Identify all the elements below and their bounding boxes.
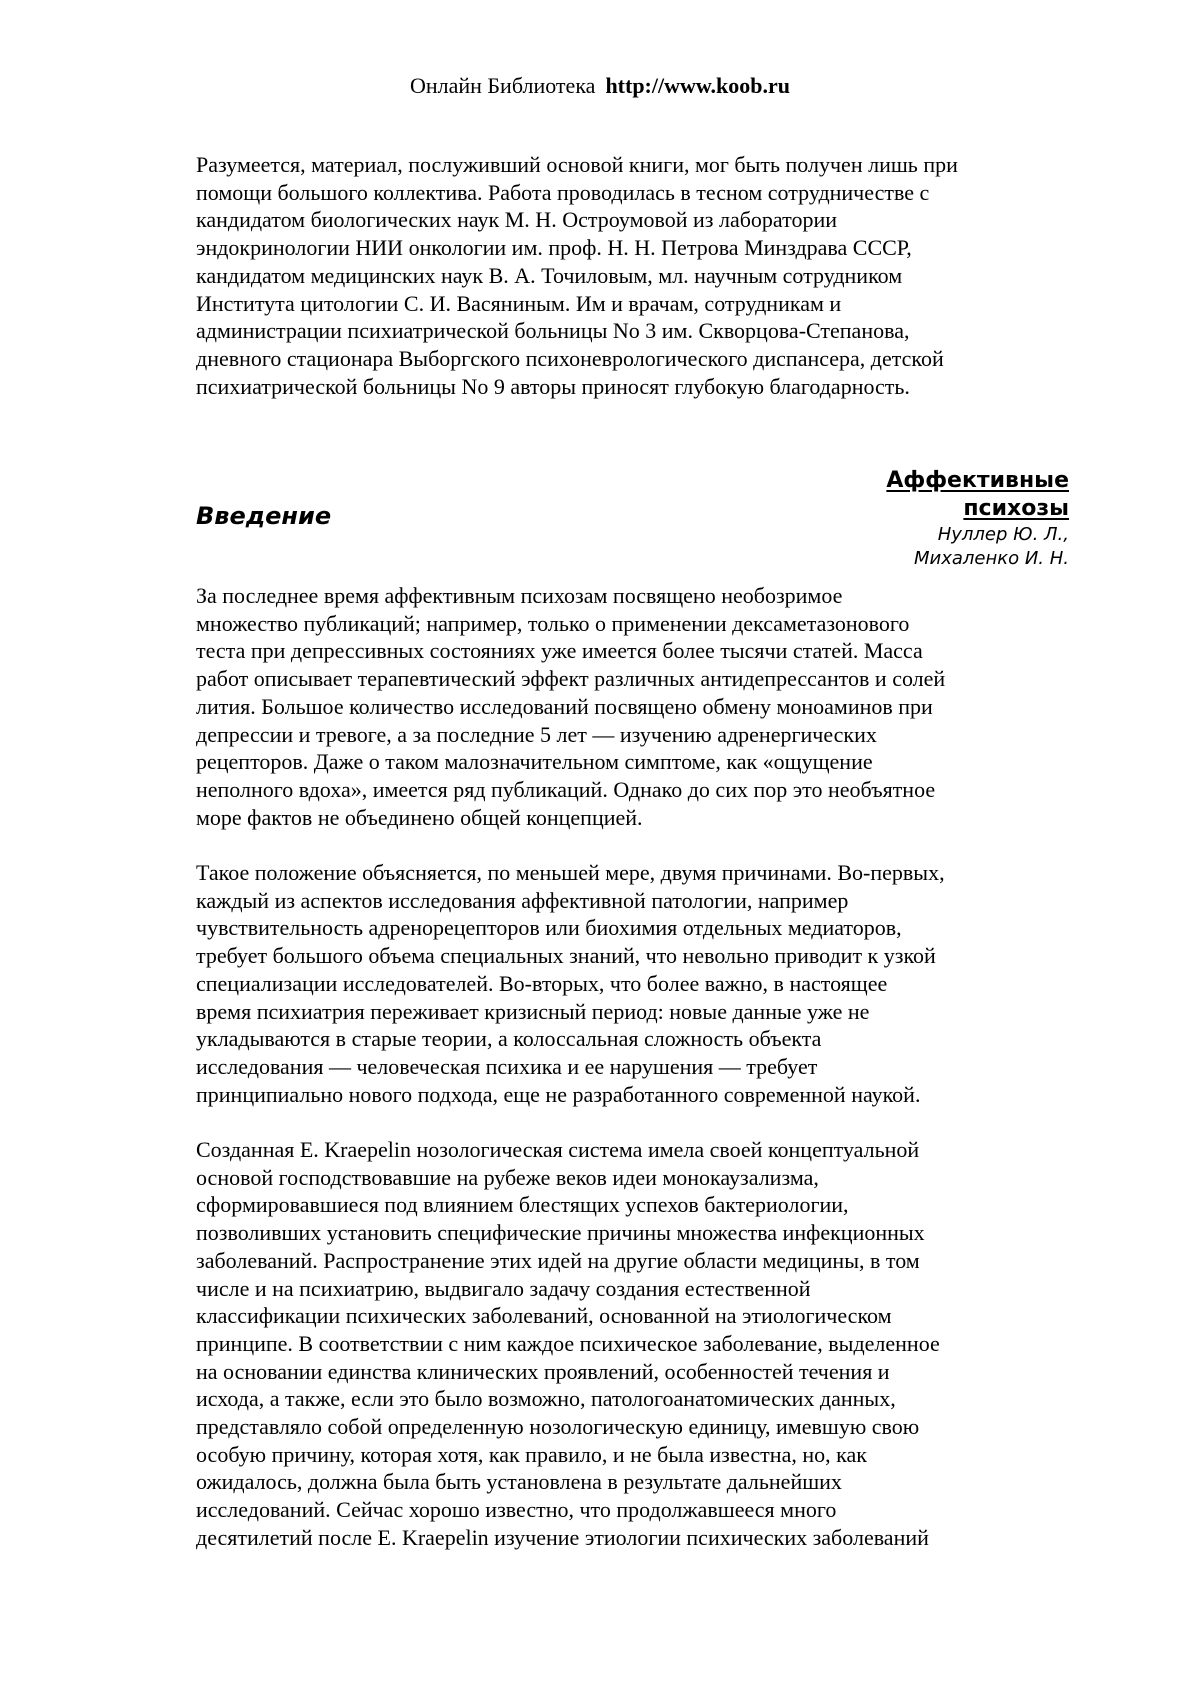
paragraph-line: администрации психиатрической больницы No 3 им. Скворцова-Степанова, [196,318,910,344]
paragraph-line: позволивших установить специфические причины множества инфекционных [196,1220,925,1246]
page-header [0,72,1200,100]
paragraph-line: За последнее время аффективным психозам посвящено необозримое [196,583,843,608]
section-paragraph-1 [196,582,1076,831]
paragraph-line: работ описывает терапевтический эффект различных антидепрессантов и солей [196,666,946,692]
paragraph-line: кандидатом биологических наук М. Н. Остроумовой из лаборатории [196,207,837,233]
paragraph-line: неполного вдоха», имеется ряд публикаций. Однако до сих пор это необъятное [196,776,936,802]
library-url-link[interactable]: http://www.koob.ru [605,73,791,98]
paragraph-line: требует большого объема специальных знаний, что невольно приводит к узкой [196,943,936,969]
paragraph-line: представляло собой определенную нозологическую единицу, имевшую свою [196,1414,920,1440]
paragraph-line: море фактов не объединено общей концепцией. [196,804,643,830]
section-paragraph-3 [196,1136,1076,1552]
paragraph-line: множество публикаций; например, только о применении дексаметазонового [196,610,910,636]
section-paragraph-2 [196,859,1076,1108]
paragraph-line: психиатрической больницы No 9 авторы приносят глубокую благодарность. [196,373,910,399]
paragraph-line: дневного стационара Выборгского психоневрологического диспансера, детской [196,345,944,371]
paragraph-line: кандидатом медицинских наук В. А. Точиловым, мл. научным сотрудником [196,262,903,288]
book-title [886,467,1069,523]
paragraph-line: эндокринологии НИИ онкологии им. проф. Н. Н. Петрова Минздрава СССР, [196,235,912,261]
library-label: Онлайн Библиотека [409,73,596,98]
paragraph-line: лития. Большое количество исследований посвящено обмену моноаминов при [196,693,933,719]
paragraph-line: каждый из аспектов исследования аффективной патологии, например [196,887,849,913]
paragraph-line: депрессии и тревоге, а за последние 5 лет — изучению адренергических [196,721,877,747]
paragraph-line: Созданная E. Kraepelin нозологическая система имела своей концептуальной [196,1137,920,1162]
paragraph-line: особую причину, которая хотя, как правило, и не была известна, но, как [196,1441,867,1467]
paragraph-line: теста при депрессивных состояниях уже имеется более тысячи статей. Масса [196,638,923,664]
paragraph-line: Разумеется, материал, послуживший основой книги, мог быть получен лишь при [196,152,958,177]
paragraph-line: время психиатрия переживает кризисный период: новые данные уже не [196,998,870,1024]
paragraph-line: принципиально нового подхода, еще не разработанного современной наукой. [196,1081,921,1107]
paragraph-line: рецепторов. Даже о таком малозначительном симптоме, как «ощущение [196,749,873,775]
paragraph-line: исследования — человеческая психика и ее нарушения — требует [196,1053,818,1079]
paragraph-line: Института цитологии С. И. Васяниным. Им и врачам, сотрудникам и [196,290,842,316]
book-authors [886,523,1069,571]
paragraph-line: специализации исследователей. Во-вторых, что более важно, в настоящее [196,970,888,996]
book-info [886,467,1069,571]
acknowledgment-paragraph [196,151,1076,400]
paragraph-line: классификации психических заболеваний, основанной на этиологическом [196,1303,892,1329]
paragraph-line: числе и на психиатрию, выдвигало задачу создания естественной [196,1275,811,1301]
paragraph-line: заболеваний. Распространение этих идей на другие области медицины, в том [196,1247,920,1273]
author-line: Михаленко И. Н. [913,548,1069,569]
paragraph-line: ожидалось, должна была быть установлена в результате дальнейших [196,1469,842,1495]
paragraph-line: чувствительность адренорецепторов или биохимия отдельных медиаторов, [196,915,902,941]
book-title-line: Аффективные [886,468,1069,493]
paragraph-line: укладываются в старые теории, а колоссальная сложность объекта [196,1026,822,1052]
paragraph-line: десятилетий после E. Kraepelin изучение этиологии психических заболеваний [196,1524,929,1550]
paragraph-line: на основании единства клинических проявлений, особенностей течения и [196,1358,890,1384]
paragraph-line: принципе. В соответствии с ним каждое психическое заболевание, выделенное [196,1330,940,1356]
paragraph-line: исследований. Сейчас хорошо известно, что продолжавшееся много [196,1497,837,1523]
section-title: Введение [196,502,332,530]
paragraph-line: Такое положение объясняется, по меньшей мере, двумя причинами. Во-первых, [196,860,945,885]
author-line: Нуллер Ю. Л., [937,524,1069,545]
book-title-line: психозы [963,496,1069,521]
paragraph-line: сформировавшиеся под влиянием блестящих успехов бактериологии, [196,1192,849,1218]
paragraph-line: исхода, а также, если это было возможно, патологоанатомических данных, [196,1386,896,1412]
paragraph-line: помощи большого коллектива. Работа проводилась в тесном сотрудничестве с [196,179,930,205]
paragraph-line: основой господствовавшие на рубеже веков идеи монокаузализма, [196,1164,819,1190]
